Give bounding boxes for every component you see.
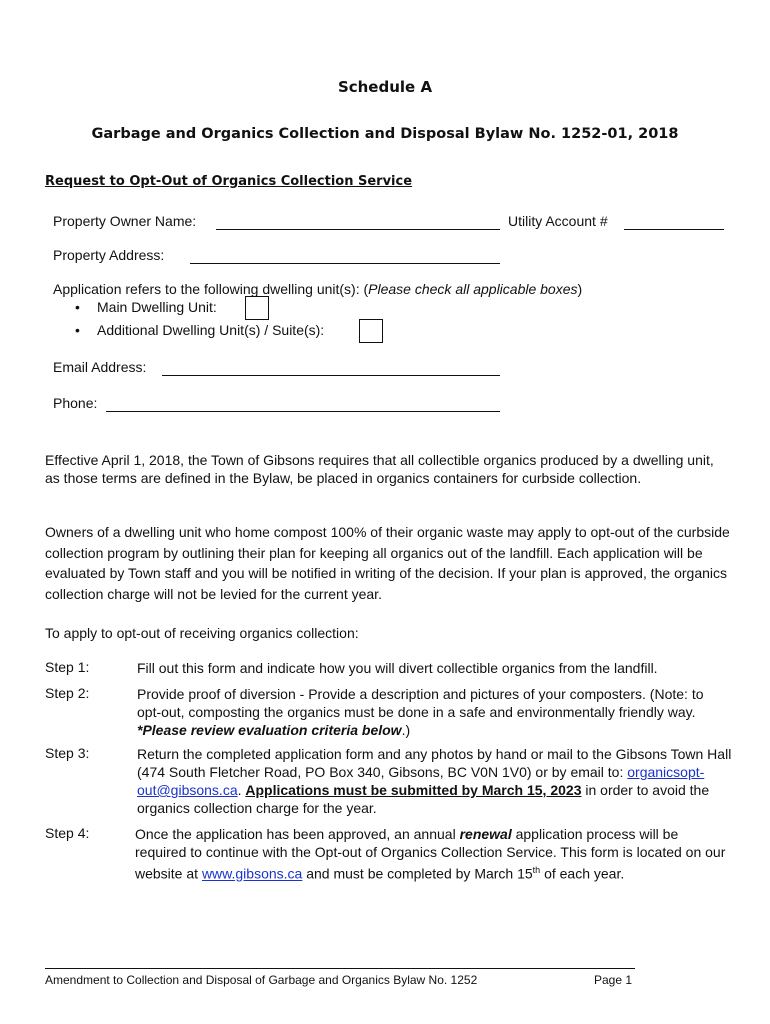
phone-field[interactable] bbox=[106, 411, 500, 412]
gibsons-website-link[interactable]: www.gibsons.ca bbox=[201, 865, 303, 882]
step-3-label: Step 3: bbox=[45, 745, 90, 761]
footer-rule bbox=[45, 968, 635, 969]
step-3-text bbox=[137, 745, 737, 817]
phone-label: Phone: bbox=[53, 395, 98, 411]
step-3-part-a: Return the completed application form and any photos by hand or mail to the Gibsons Town Hall (474 South Fletcher Road, PO Box 340, Gibsons, BC V0N 1V0) or by email to: bbox=[137, 746, 732, 780]
step-4-label: Step 4: bbox=[45, 825, 90, 841]
additional-dwelling-label: Additional Dwelling Unit(s) / Suite(s): bbox=[97, 322, 325, 338]
application-hint: Please check all applicable boxes bbox=[368, 281, 578, 297]
step-3-part-c: in order to avoid the organics collection charge for the year. bbox=[137, 782, 710, 816]
additional-dwelling-checkbox[interactable] bbox=[359, 319, 383, 343]
utility-account-field[interactable] bbox=[624, 229, 724, 230]
bullet-dot: • bbox=[75, 299, 80, 315]
application-instruction bbox=[53, 281, 582, 297]
step-3-deadline: Applications must be submitted by March 15, 2023 bbox=[245, 782, 582, 798]
step-4-part-b: application process will be required to continue with the Opt-out of Organics Collection Service. This form is located on our website at bbox=[135, 826, 726, 882]
application-prefix: Application refers to the following dwelling unit(s): ( bbox=[53, 281, 369, 297]
property-address-label: Property Address: bbox=[53, 247, 165, 263]
main-dwelling-label: Main Dwelling Unit: bbox=[97, 299, 217, 315]
page-number: Page 1 bbox=[594, 973, 633, 987]
opt-out-email-link[interactable]: organicsopt-out@gibsons.ca bbox=[137, 764, 705, 798]
email-label: Email Address: bbox=[53, 359, 147, 375]
section-title: Request to Opt-Out of Organics Collection Service bbox=[45, 174, 413, 189]
step-1-label: Step 1: bbox=[45, 659, 90, 675]
step-4-part-a: Once the application has been approved, an annual bbox=[135, 826, 460, 842]
step-2-part-c: .) bbox=[401, 722, 411, 738]
schedule-heading: Schedule A bbox=[337, 78, 433, 96]
footer-text: Amendment to Collection and Disposal of Garbage and Organics Bylaw No. 1252 bbox=[45, 973, 478, 987]
step-1-text: Fill out this form and indicate how you will divert collectible organics from the landfill. bbox=[137, 660, 658, 676]
eligibility-paragraph: Owners of a dwelling unit who home compost 100% of their organic waste may apply to opt-out of the curbside collection program by outlining their plan for keeping all organics out of the landfill. Each application will be evaluated by Town staff and you will be notified in writing of the decision. If your plan is approved, the organics collection charge will not be levied for the current year. bbox=[45, 524, 730, 602]
step-4-text bbox=[135, 825, 727, 883]
application-suffix: ) bbox=[577, 281, 583, 297]
step-4-superscript: th bbox=[532, 865, 541, 875]
step-2-part-a: Provide proof of diversion - Provide a description and pictures of your composters. (Note: to opt-out, composting the organics must be done in a safe and environmentally friendly way. bbox=[137, 686, 704, 720]
bylaw-title: Garbage and Organics Collection and Disposal Bylaw No. 1252-01, 2018 bbox=[91, 126, 679, 142]
apply-intro: To apply to opt-out of receiving organics collection: bbox=[45, 625, 359, 641]
property-address-field[interactable] bbox=[190, 263, 500, 264]
owner-name-label: Property Owner Name: bbox=[53, 213, 197, 229]
step-2-text bbox=[137, 685, 727, 739]
intro-paragraph: Effective April 1, 2018, the Town of Gibsons requires that all collectible organics produced by a dwelling unit, as those terms are defined in the Bylaw, be placed in organics containers for curbside collection. bbox=[45, 452, 714, 486]
step-2-emphasis: *Please review evaluation criteria below bbox=[137, 722, 402, 738]
main-dwelling-checkbox[interactable] bbox=[245, 296, 269, 320]
email-field[interactable] bbox=[162, 375, 500, 376]
step-2-label: Step 2: bbox=[45, 685, 90, 701]
owner-name-field[interactable] bbox=[216, 229, 500, 230]
step-4-renewal: renewal bbox=[459, 826, 512, 842]
step-3-part-b: . bbox=[237, 782, 246, 798]
step-4-part-c: and must be completed by March 15 bbox=[302, 865, 533, 882]
utility-account-label: Utility Account # bbox=[508, 213, 608, 229]
step-4-part-d: of each year. bbox=[540, 865, 625, 882]
bullet-dot: • bbox=[75, 322, 80, 338]
